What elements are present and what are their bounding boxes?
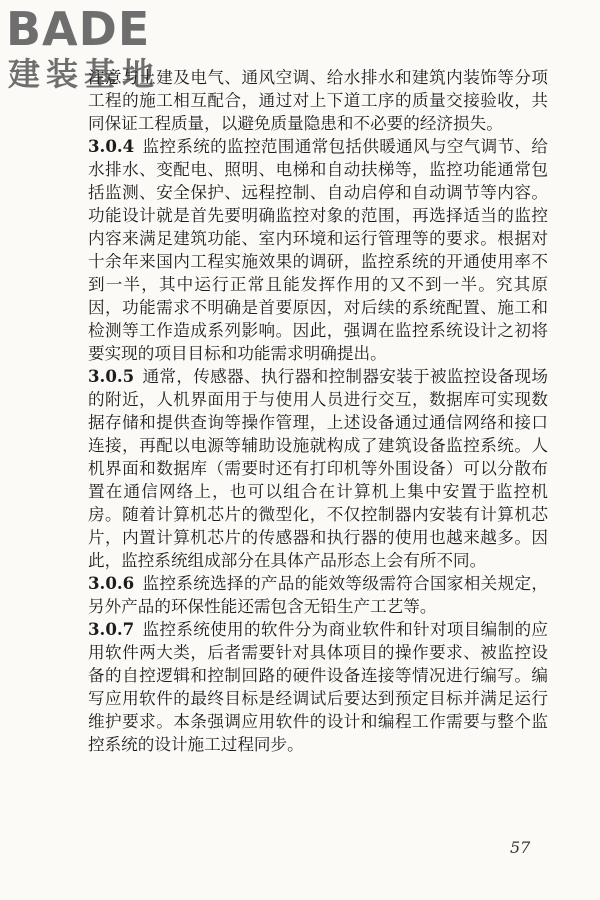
intro-paragraph: 注意与土建及电气、通风空调、给水排水和建筑内装饰等分项工程的施工相互配合，通过对上下道工序的质量交接验收，共同保证工程质量，以避免质量隐患和不必要的经济损失。 bbox=[88, 68, 548, 133]
clause-paragraph bbox=[88, 365, 548, 572]
logo-subtitle: 建装基地 bbox=[8, 55, 161, 93]
clause-paragraph bbox=[88, 618, 548, 756]
clause-number: 3.0.7 bbox=[88, 619, 135, 639]
clause-number: 3.0.5 bbox=[88, 366, 135, 386]
clause-number: 3.0.4 bbox=[88, 136, 135, 156]
clause-text: 通常，传感器、执行器和控制器安装于被监控设备现场的附近，人机界面用于与使用人员进行交互，数据库可实现数据存储和提供查询等操作管理，上述设备通过通信网络和接口连接，再配以电源等辅助设施就构成了建筑设备监控系统。人机界面和数据库（需要时还有打印机等外围设备）可以分散布置在通信网络上，也可以组合在计算机上集中安置于监控机房。随着计算机芯片的微型化，不仅控制器内安装有计算机芯片，内置计算机芯片的传感器和执行器的使用也越来越多。因此，监控系统组成部分在具体产品形态上会有所不同。 bbox=[88, 367, 548, 570]
clause-text: 监控系统使用的软件分为商业软件和针对项目编制的应用软件两大类，后者需要针对具体项目的操作要求、被监控设备的自控逻辑和控制回路的硬件设备连接等情况进行编写。编写应用软件的最终目标是经调试后要达到预定目标并满足运行维护要求。本条强调应用软件的设计和编程工作需要与整个监控系统的设计施工过程同步。 bbox=[88, 620, 548, 754]
logo-word: BADE bbox=[6, 2, 151, 56]
clause-paragraph bbox=[88, 135, 548, 365]
clause-paragraph bbox=[88, 572, 548, 618]
clause-text: 监控系统的监控范围通常包括供暖通风与空气调节、给水排水、变配电、照明、电梯和自动扶梯等，监控功能通常包括监测、安全保护、远程控制、自动启停和自动调节等内容。功能设计就是首先要明确监控对象的范围，再选择适当的监控内容来满足建筑功能、室内环境和运行管理等的要求。根据对十余年来国内工程实施效果的调研，监控系统的开通使用率不到一半，其中运行正常且能发挥作用的又不到一半。究其原因，功能需求不明确是首要原因，对后续的系统配置、施工和检测等工作造成系列影响。因此，强调在监控系统设计之初将要实现的项目目标和功能需求明确提出。 bbox=[88, 137, 548, 363]
page-number: 57 bbox=[510, 838, 531, 857]
document-body bbox=[88, 66, 548, 756]
clause-text: 监控系统选择的产品的能效等级需符合国家相关规定，另外产品的环保性能还需包含无铅生产工艺等。 bbox=[88, 574, 548, 616]
clause-number: 3.0.6 bbox=[88, 573, 135, 593]
